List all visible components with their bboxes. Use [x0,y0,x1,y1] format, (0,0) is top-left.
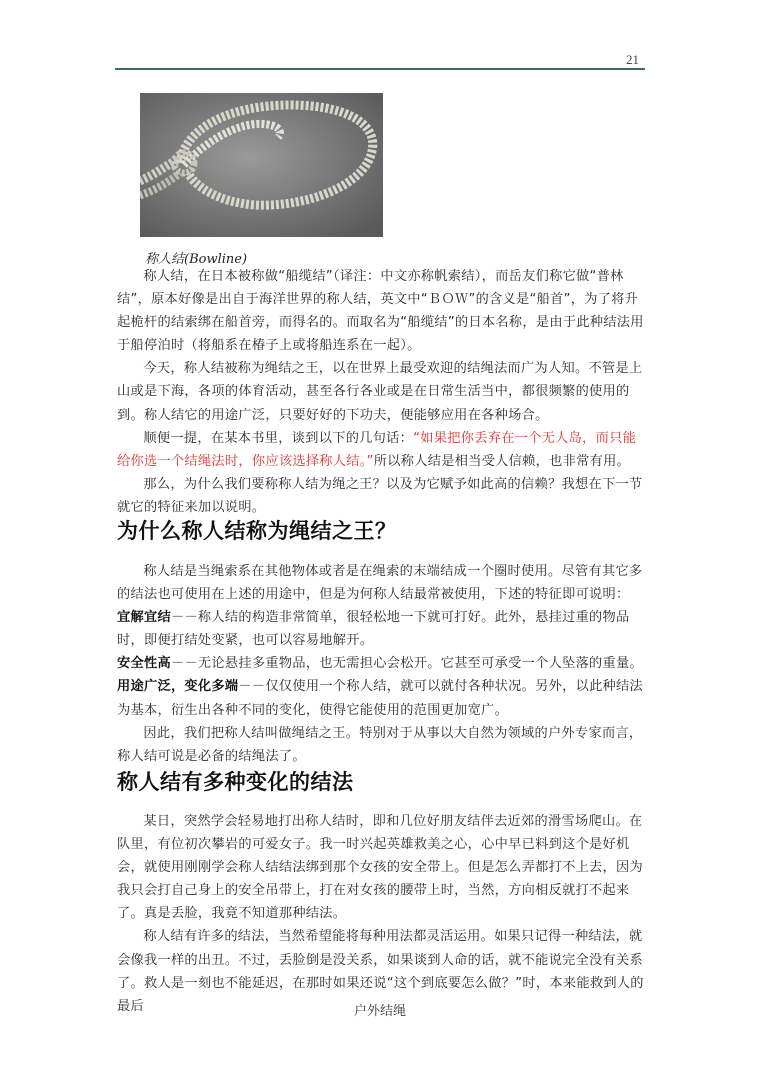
text-run: －－无论悬挂多重物品，也无需担心会松开。它甚至可承受一个人坠落的重量。 [170,656,644,672]
text-run: 某日，突然学会轻易地打出称人结时，即和几位好朋友结伴去近郊的滑雪场爬山。在队里，有位初次攀岩的可爱女子。我一时兴起英雄救美之心，心中早已料到这个是好机会，就使用刚刚学会称人结结法绑到那个女孩的安全带上。但是怎么弄都打不上去，因为我只会打自己身上的安全吊带上，打在对女孩的腰带上时，当然，方向相反就打不起来了。真是丢脸，我竟不知道那种结法。 [117,814,644,922]
text-run: 因此，我们把称人结叫做绳结之王。特别对于从事以大自然为领域的户外专家而言，称人结可说是必备的结绳法了。 [117,725,643,764]
text-run: 顺便一提，在某本书里，谈到以下的几句话： [143,430,414,446]
feature-term: 宜解宜结 [117,610,171,626]
section-heading-1: 为什么称人结称为绳结之王？ [117,519,397,543]
text-run: 所以称人结是相当受人信赖，也非常有用。 [373,453,631,469]
paragraph [117,810,645,925]
section-heading-2: 称人结有多种变化的结法 [117,770,354,794]
paragraph [117,427,645,473]
text-run: －－称人结的构造非常简单，很轻松地一下就可打好。此外，悬挂过重的物品时，即便打结处变紧，也可以容易地解开。 [117,610,630,649]
header-rule [115,68,645,70]
feature-term: 安全性高 [117,656,171,672]
text-run: 称人结有许多的结法，当然希望能将每种用法都灵活运用。如果只记得一种结法，就会像我一样的出丑。不过，丢脸倒是没关系，如果谈到人命的话，就不能说完全没有关系了。救人是一刻也不能延迟，在那时如果还说“这个到底要怎么做？”时，本来能救到人的最后 [117,929,644,1014]
highlighted-quote: “如果把你丢弃在一个无人岛，而只能给你选一个结绳法时，你应该选择称人结。” [117,430,637,469]
paragraph [117,722,645,768]
bowline-knot-photo [140,93,383,237]
intro-text [117,265,645,519]
text-run: 称人结是当绳索系在其他物体或者是在绳索的末端结成一个圈时使用。尽管有其它多的结法也可使用在上述的用途中，但是为何称人结最常被使用，下述的特征即可说明： [117,564,643,603]
section1-text [117,560,645,768]
text-run: 那么，为什么我们要称称人结为绳之王？以及为它赋予如此高的信赖？我想在下一节就它的特征来加以说明。 [117,476,643,515]
text-run: 称人结，在日本被称做“船缆结”（译注：中文亦称帆索结），而岳友们称它做“普林结”，原本好像是出自于海洋世界的称人结，英文中“ＢＯＷ”的含义是“船首”，为了将升起桅杆的结索绑在船首旁，而得名的。而取名为“船缆结”的日本名称，是由于此种结法用于船停泊时（将船系在椿子上或将船连系在一起）。 [117,269,644,354]
paragraph [117,652,645,675]
paragraph [117,560,645,606]
section2-text [117,810,645,1018]
paragraph [117,265,645,357]
text-run: －－仅仅使用一个称人结，就可以就付各种状况。另外，以此种结法为基本，衍生出各种不同的变化，使得它能使用的范围更加宽广。 [117,679,644,718]
page-footer: 户外结绳 [353,1004,406,1019]
paragraph [117,606,645,652]
page-number: 21 [626,52,639,67]
paragraph [117,675,645,721]
paragraph [117,357,645,426]
text-run: 今天，称人结被称为绳结之王，以在世界上最受欢迎的结绳法而广为人知。不管是上山或是下海，各项的体育活动，甚至各行各业或是在日常生活当中，都很频繁的使用的到。称人结它的用途广泛，只要好好的下功夫，便能够应用在各种场合。 [117,361,643,423]
paragraph [117,473,645,519]
figure-caption: 称人结(Bowline) [145,252,248,267]
feature-term: 用途广泛，变化多端 [117,679,239,695]
rope-illustration [140,93,383,237]
